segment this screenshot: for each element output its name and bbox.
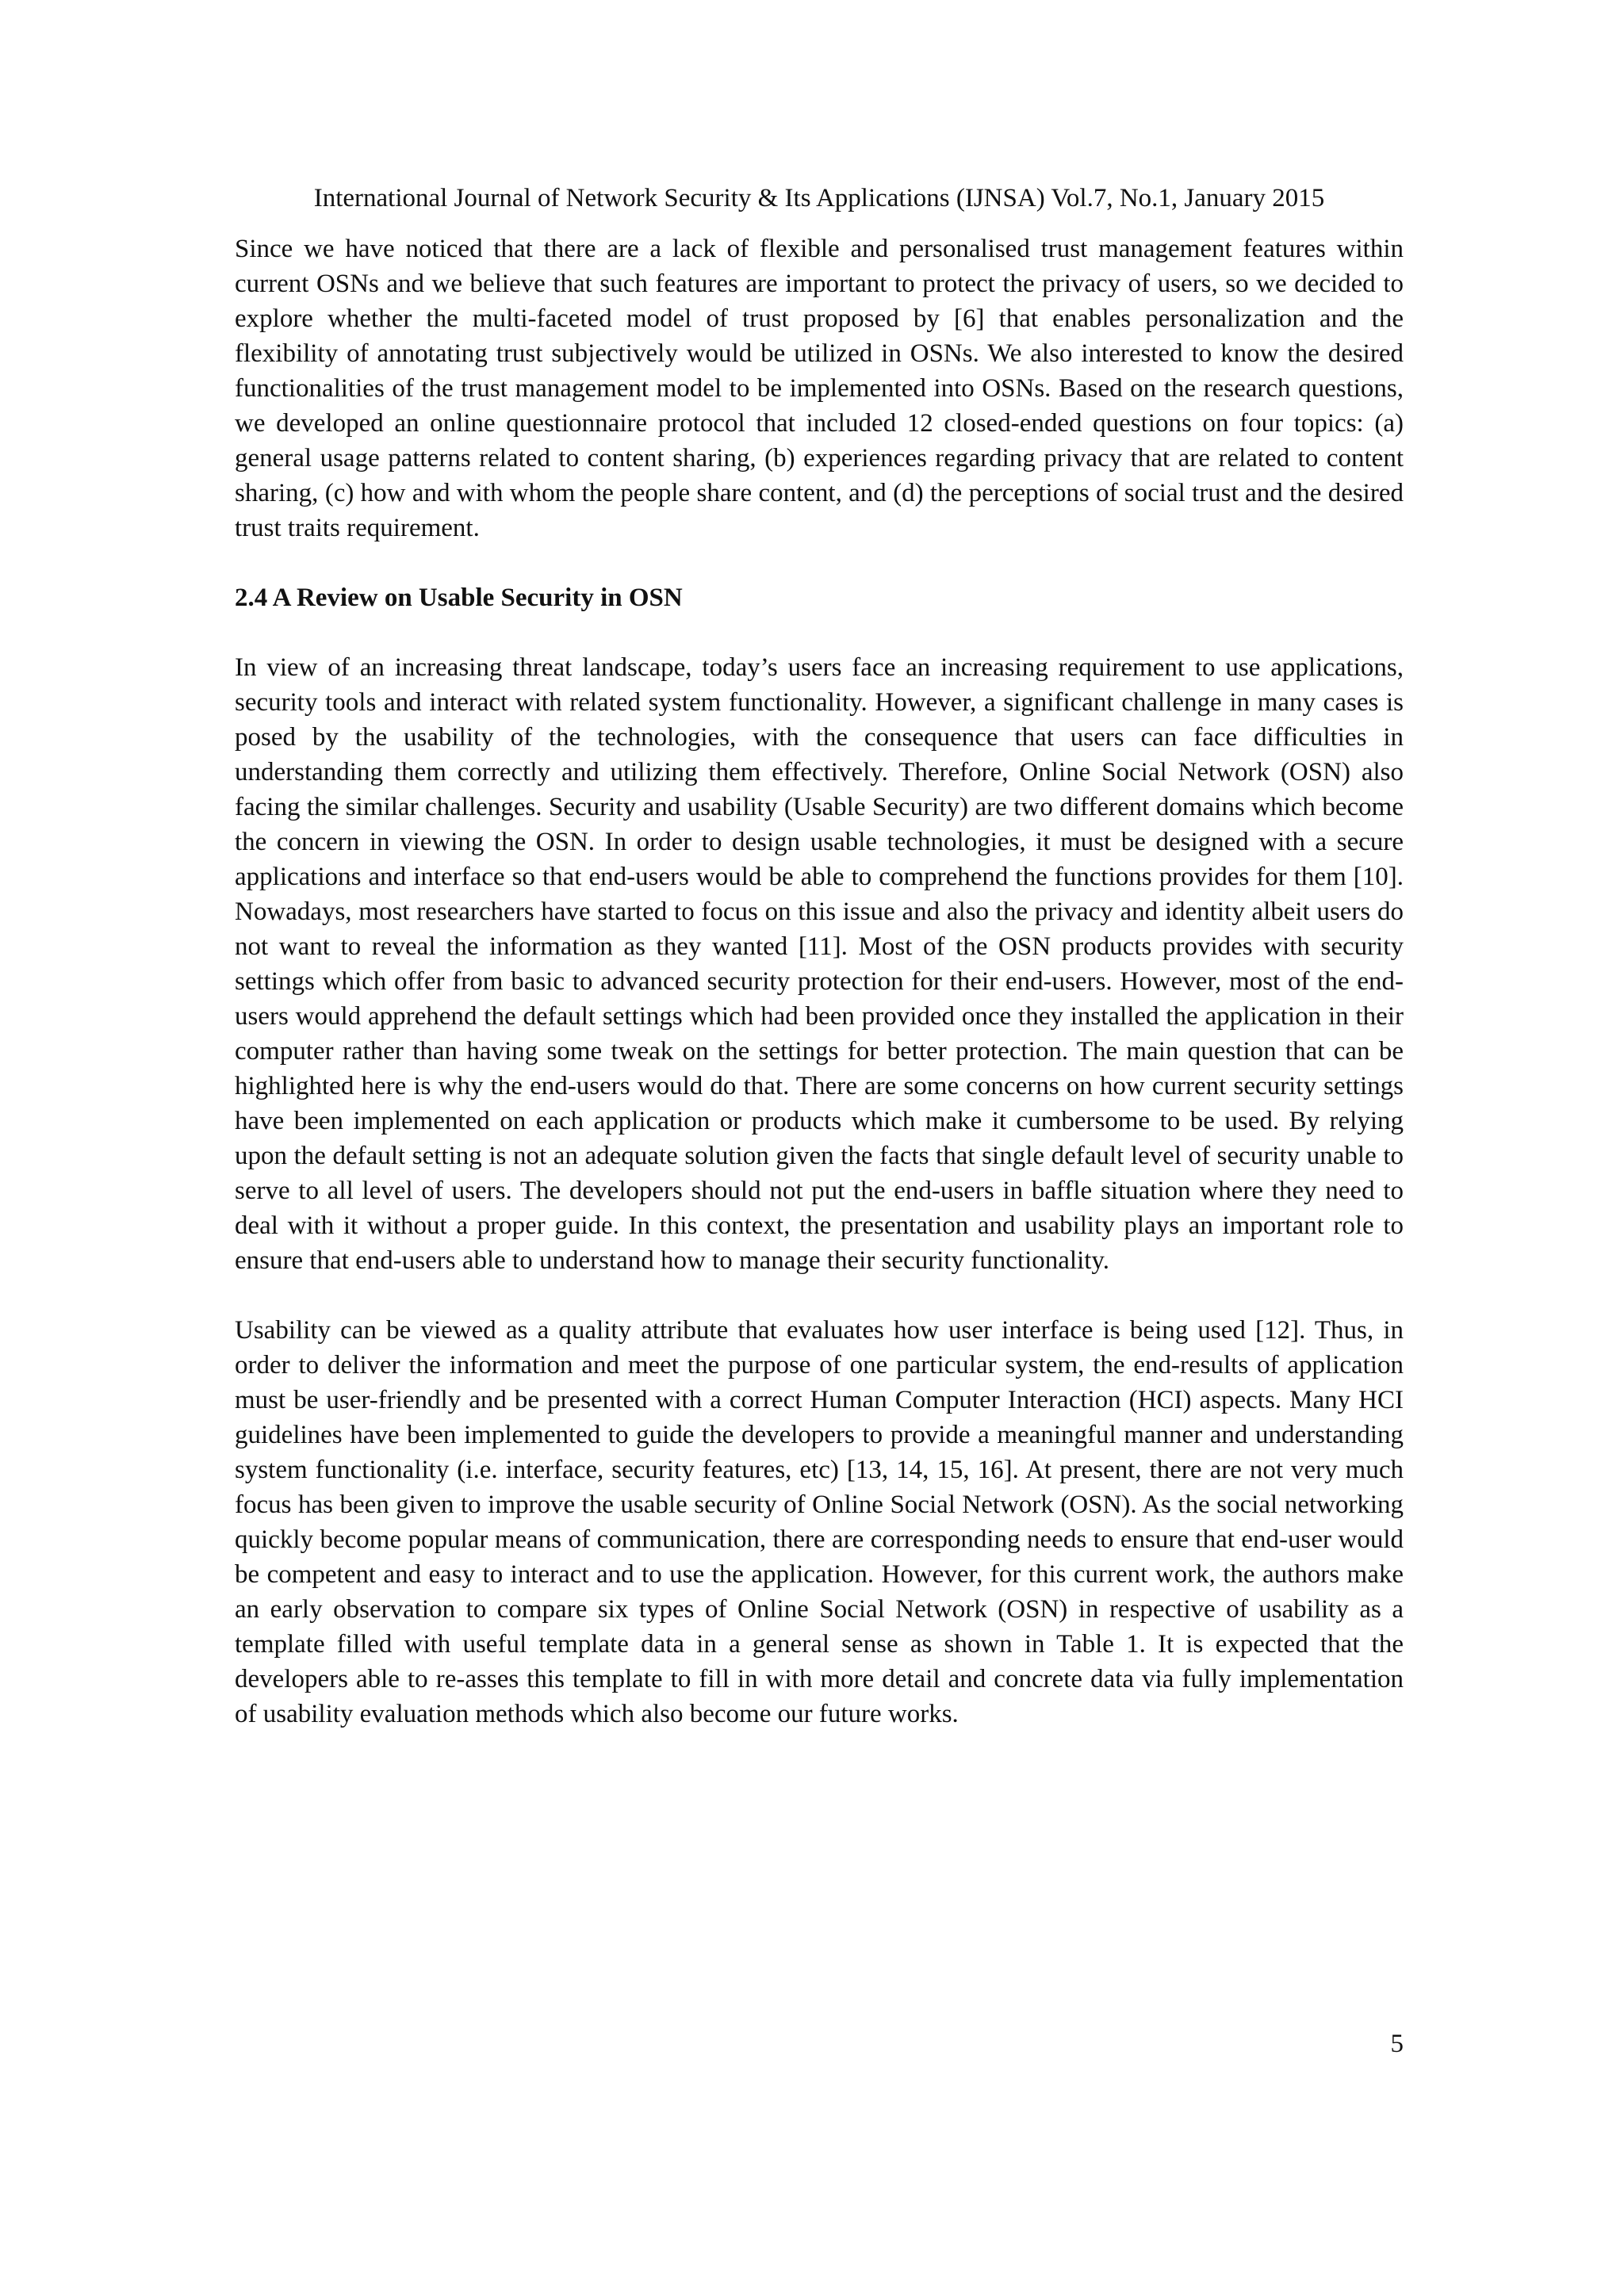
page-body bbox=[235, 232, 1404, 1732]
section-heading: 2.4 A Review on Usable Security in OSN bbox=[235, 584, 683, 612]
page-number: 5 bbox=[1390, 2030, 1404, 2058]
section-paragraph-2: Usability can be viewed as a quality attribute that evaluates how user interface is being used [12]. Thus, in order to deliver the information and meet the purpose of one particular system, the end-results of application must be user-friendly and be presented with a correct Human Computer Interaction (HCI) aspects. Many HCI guidelines have been implemented to guide the developers to provide a meaningful manner and understanding system functionality (i.e. interface, security features, etc) [13, 14, 15, 16]. At present, there are not very much focus has been given to improve the usable security of Online Social Network (OSN). As the social networking quickly become popular means of communication, there are corresponding needs to ensure that end-user would be competent and easy to interact and to use the application. However, for this current work, the authors make an early observation to compare six types of Online Social Network (OSN) in respective of usability as a template filled with useful template data in a general sense as shown in Table 1. It is expected that the developers able to re-asses this template to fill in with more detail and concrete data via fully implementation of usability evaluation methods which also become our future works. bbox=[235, 1316, 1404, 1728]
running-header: International Journal of Network Security & Its Applications (IJNSA) Vol.7, No.1, January 2015 bbox=[313, 184, 1325, 212]
section-paragraph-1: In view of an increasing threat landscape, today’s users face an increasing requirement to use applications, security tools and interact with related system functionality. However, a significant challenge in many cases is posed by the usability of the technologies, with the consequence that users can face difficulties in understanding them correctly and utilizing them effectively. Therefore, Online Social Network (OSN) also facing the similar challenges. Security and usability (Usable Security) are two different domains which become the concern in viewing the OSN. In order to design usable technologies, it must be designed with a secure applications and interface so that end-users would be able to comprehend the functions provides for them [10]. Nowadays, most researchers have started to focus on this issue and also the privacy and identity albeit users do not want to reveal the information as they wanted [11]. Most of the OSN products provides with security settings which offer from basic to advanced security protection for their end-users. However, most of the end-users would apprehend the default settings which had been provided once they installed the application in their computer rather than having some tweak on the settings for better protection. The main question that can be highlighted here is why the end-users would do that. There are some concerns on how current security settings have been implemented on each application or products which make it cumbersome to be used. By relying upon the default setting is not an adequate solution given the facts that single default level of security unable to serve to all level of users. The developers should not put the end-users in baffle situation where they need to deal with it without a proper guide. In this context, the presentation and usability plays an important role to ensure that end-users able to understand how to manage their security functionality. bbox=[235, 653, 1404, 1275]
intro-paragraph: Since we have noticed that there are a lack of flexible and personalised trust management features within current OSNs and we believe that such features are important to protect the privacy of users, so we decided to explore whether the multi-faceted model of trust proposed by [6] that enables personalization and the flexibility of annotating trust subjectively would be utilized in OSNs. We also interested to know the desired functionalities of the trust management model to be implemented into OSNs. Based on the research questions, we developed an online questionnaire protocol that included 12 closed-ended questions on four topics: (a) general usage patterns related to content sharing, (b) experiences regarding privacy that are related to content sharing, (c) how and with whom the people share content, and (d) the perceptions of social trust and the desired trust traits requirement. bbox=[235, 235, 1404, 542]
